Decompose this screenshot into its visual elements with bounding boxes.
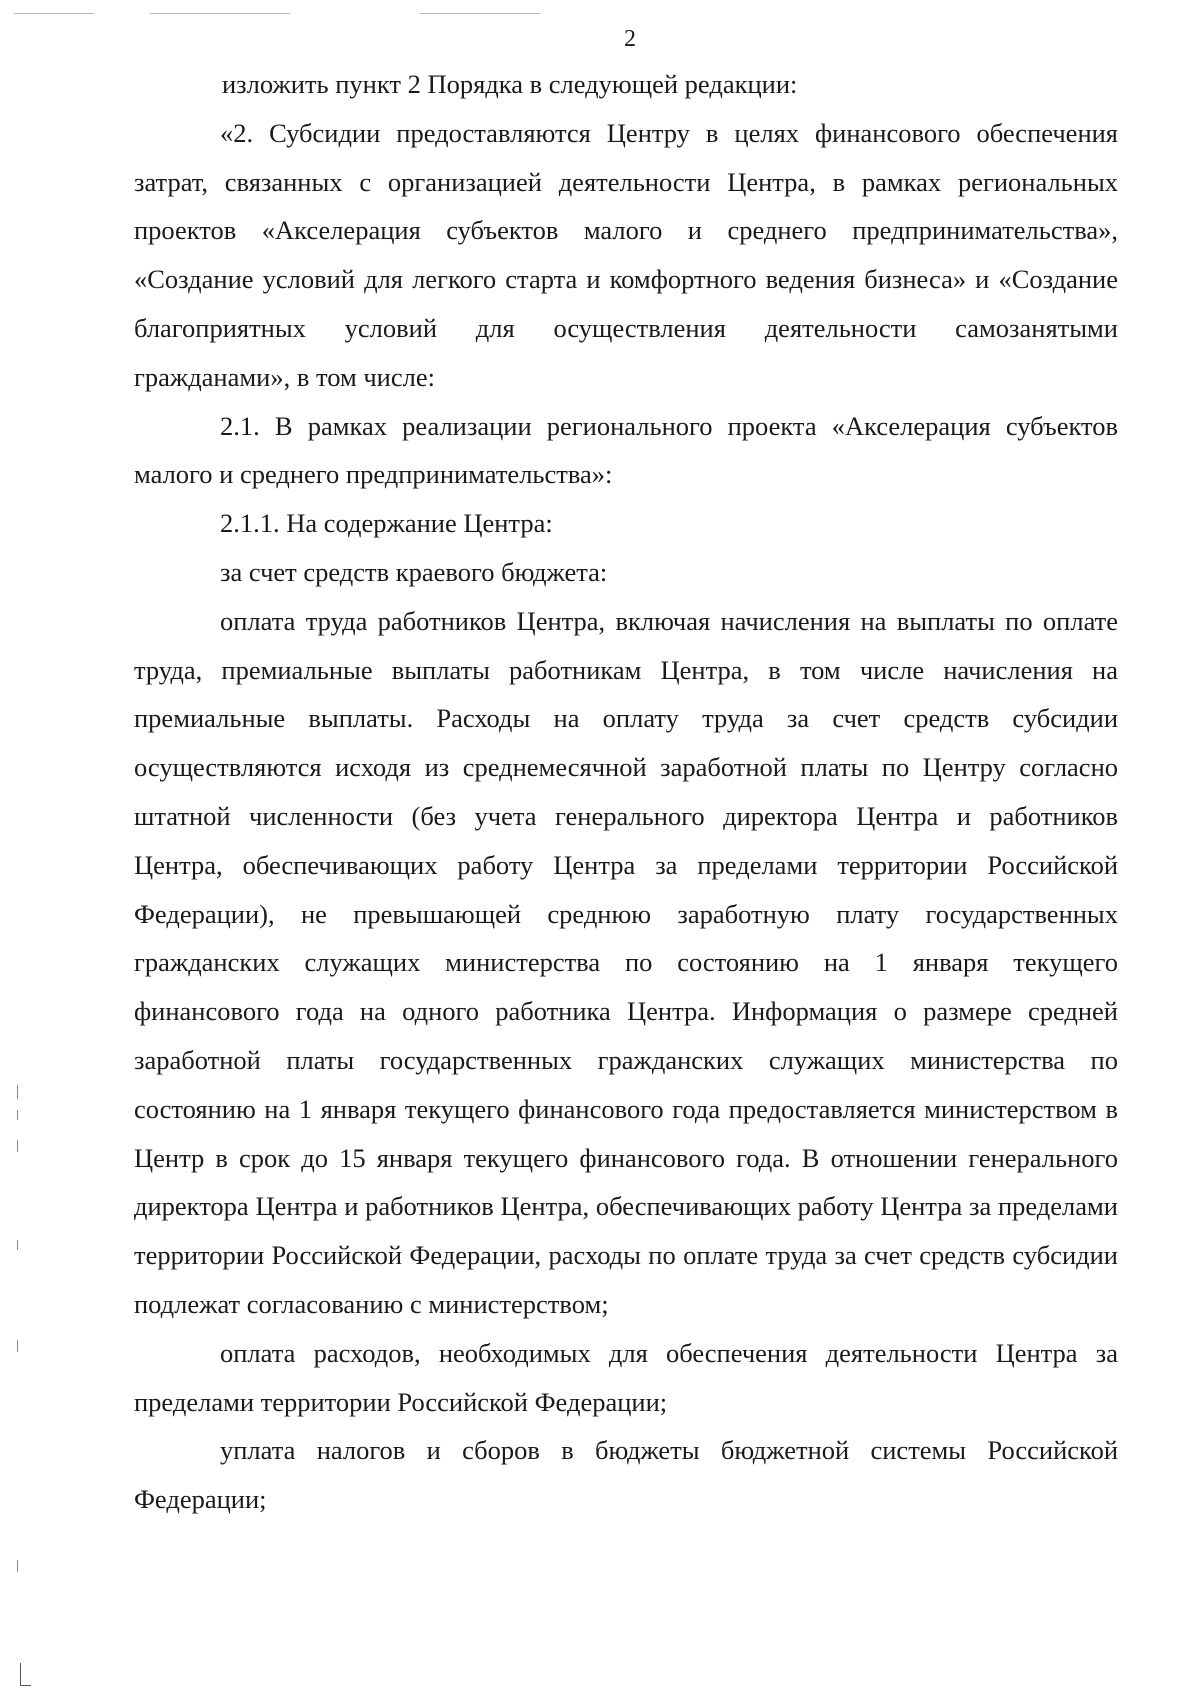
paragraph-regional-budget: за счет средств краевого бюджета: bbox=[220, 556, 608, 587]
scan-artifact-corner bbox=[20, 1663, 31, 1686]
scan-artifact-top-right bbox=[420, 13, 540, 14]
paragraph-labor-payment: оплата труда работников Центра, включая начисления на выплаты по оплате труда, премиальные выплаты работникам Центра, в том числе начисления на премиальные выплаты. Расходы на оплату труда за счет средств субсидии осуществляются исходя из среднемесячной заработной платы по Центру согласно штатной численности (без учета генерального директора Центра и работников Центра, обеспечивающих работу Центра за пределами территории Российской Федерации), не превышающей среднюю заработную плату государственных гражданских служащих министерства по состоянию на 1 января текущего финансового года на одного работника Центра. Информация о размере средней заработной платы государственных гражданских служащих министерства по состоянию на 1 января текущего финансового года предоставляется министерством в Центр в срок до 15 января текущего финансового года. В отношении генерального директора Центра и работников Центра, обеспечивающих работу Центра за пределами территории Российской Федерации, расходы по оплате труда за счет средств субсидии подлежат согласованию с министерством; bbox=[134, 605, 1118, 1319]
paragraph-intro: изложить пункт 2 Порядка в следующей редакции: bbox=[222, 69, 798, 99]
scan-artifact-top-left bbox=[14, 13, 94, 14]
scan-artifact-left-1 bbox=[17, 1085, 18, 1099]
paragraph-clause-2-1-1: 2.1.1. На содержание Центра: bbox=[220, 508, 553, 539]
paragraph-clause-2: «2. Субсидии предоставляются Центру в целях финансового обеспечения затрат, связанных с организацией деятельности Центра, в рамках региональных проектов «Акселерация субъектов малого и среднего предпринимательства», «Создание условий для легкого старта и комфортного ведения бизнеса» и «Создание благоприятных условий для осуществления деятельности самозанятыми гражданами», в том числе: bbox=[134, 117, 1118, 392]
paragraph-clause-2-1: 2.1. В рамках реализации регионального проекта «Акселерация субъектов малого и среднего предпринимательства»: bbox=[134, 410, 1118, 490]
scan-artifact-left-2 bbox=[17, 1110, 18, 1120]
scan-artifact-left-3 bbox=[17, 1140, 18, 1152]
scan-artifact-left-5 bbox=[17, 1340, 18, 1352]
paragraph-taxes: уплата налогов и сборов в бюджеты бюджетной системы Российской Федерации; bbox=[134, 1435, 1118, 1515]
scan-artifact-left-4 bbox=[17, 1240, 18, 1250]
page-number: 2 bbox=[624, 26, 636, 52]
document-body bbox=[134, 60, 1118, 1524]
scan-artifact-top-mid bbox=[150, 13, 290, 14]
paragraph-foreign-expenses: оплата расходов, необходимых для обеспечения деятельности Центра за пределами территории Российской Федерации; bbox=[134, 1337, 1118, 1417]
scan-artifact-left-6 bbox=[17, 1560, 18, 1572]
